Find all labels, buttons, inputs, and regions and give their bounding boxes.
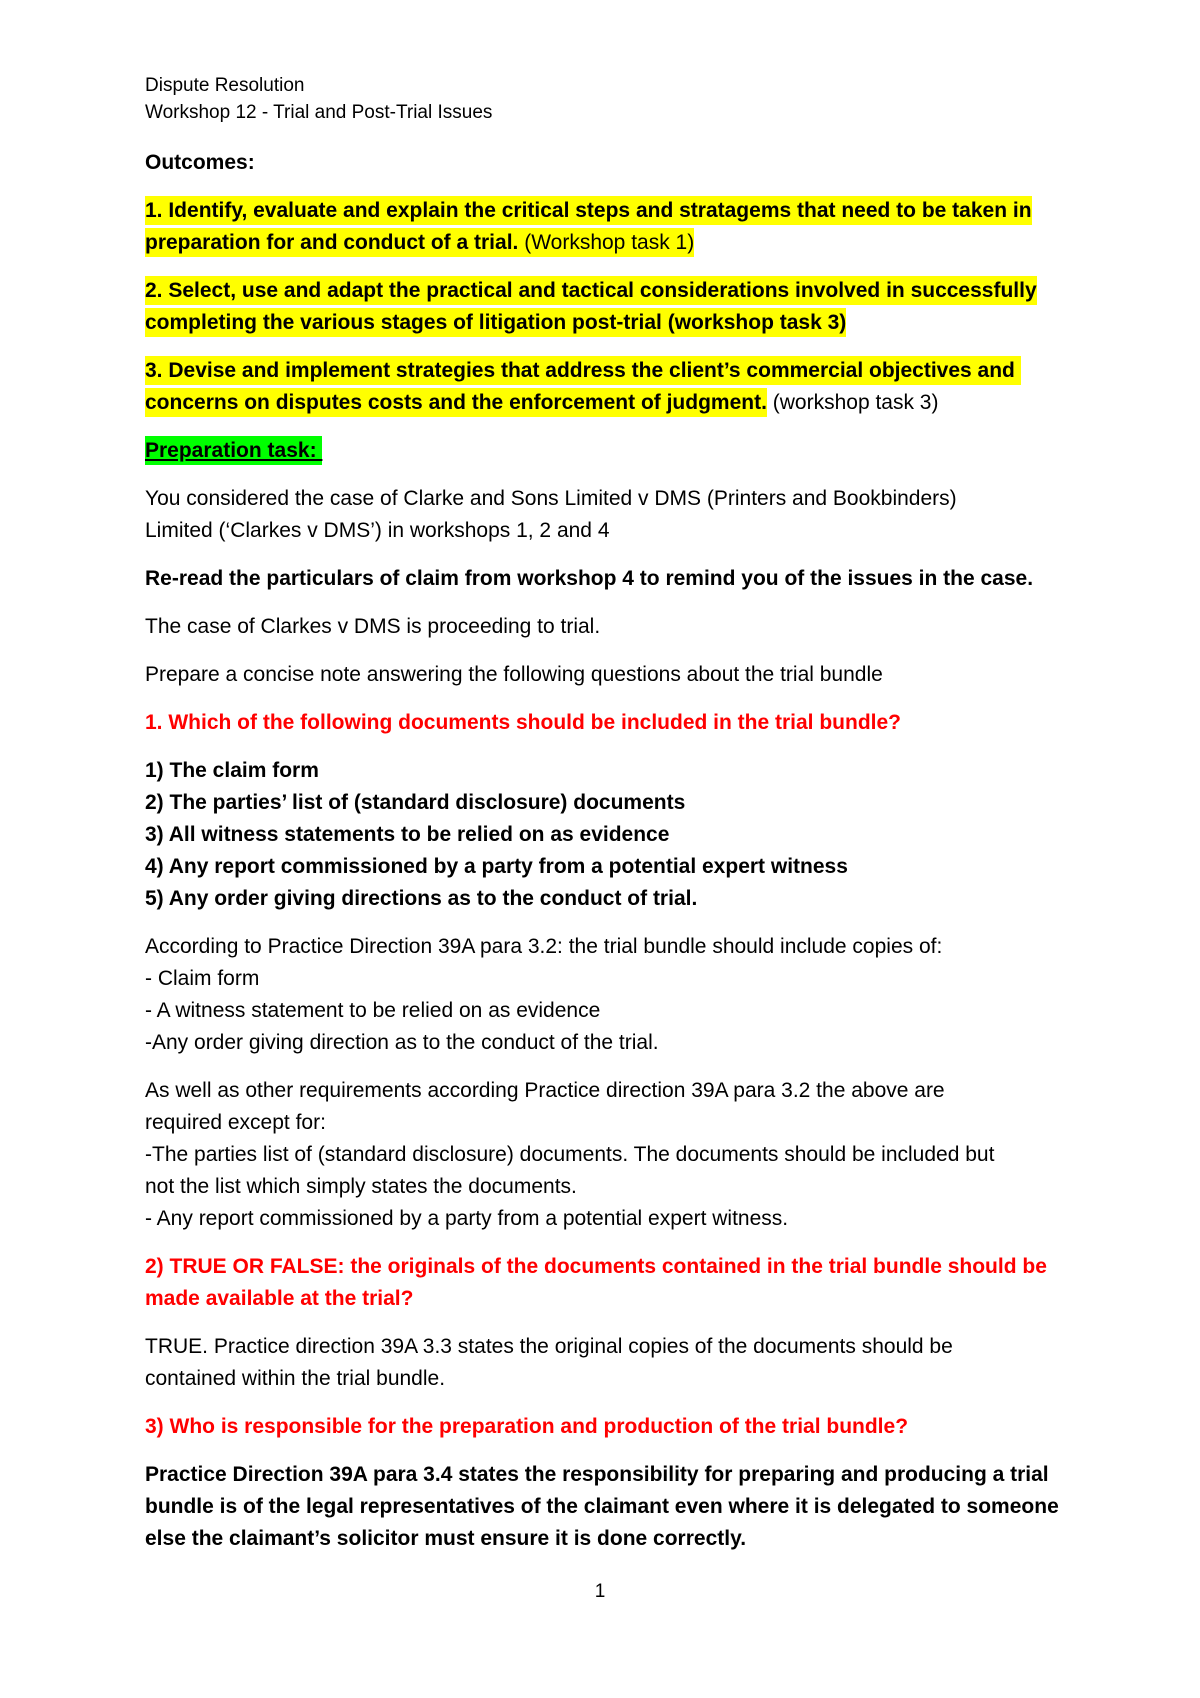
preparation-task-heading [145,435,1185,467]
question-2-answer: TRUE. Practice direction 39A 3.3 states the original copies of the documents should be contained within the trial bundle. [145,1335,953,1390]
outcomes-heading: Outcomes: [145,151,255,174]
outcome-1 [145,195,1185,259]
task-instruction: Prepare a concise note answering the following questions about the trial bundle [145,663,883,686]
outcome-2 [145,275,1185,339]
question-3-answer: Practice Direction 39A para 3.4 states the responsibility for preparing and producing a trial bundle is of the legal representatives of the claimant even where it is delegated to someone else the claimant’s solicitor must ensure it is done correctly. [145,1463,1059,1550]
course-title: Dispute Resolution [145,75,305,96]
question-2: 2) TRUE OR FALSE: the originals of the documents contained in the trial bundle should be made available at the trial? [145,1255,1047,1310]
option-1: 1) The claim form [145,759,319,782]
page-header [145,72,492,126]
outcome-3-text: 3. Devise and implement strategies that address the client’s commercial objectives and concerns on disputes costs and the enforcement of judgment. [145,356,1021,417]
preparation-task-label: Preparation task: [145,436,322,465]
option-4: 4) Any report commissioned by a party from a potential expert witness [145,855,848,878]
option-5: 5) Any order giving directions as to the conduct of trial. [145,887,698,910]
question-1-options [145,755,1185,915]
workshop-title: Workshop 12 - Trial and Post-Trial Issues [145,102,493,123]
document-body [145,147,1185,1571]
question-1-answer-1: According to Practice Direction 39A para 3.2: the trial bundle should include copies of: - Claim form - A witness statement to be relied on as evidence -Any order giving direction as to the conduct of the trial. [145,935,943,1054]
question-1: 1. Which of the following documents should be included in the trial bundle? [145,711,901,734]
question-3: 3) Who is responsible for the preparation and production of the trial bundle? [145,1415,909,1438]
question-1-answer-2: As well as other requirements according Practice direction 39A para 3.2 the above are required except for: -The parties list of (standard disclosure) documents. The documents should be included but not the list which simply states the documents. - Any report commissioned by a party from a potential expert witness. [145,1079,995,1230]
outcome-1-task: (Workshop task 1) [518,228,694,257]
outcome-3-task: (workshop task 3) [766,391,939,414]
option-3: 3) All witness statements to be relied on as evidence [145,823,670,846]
reread-instruction: Re-read the particulars of claim from workshop 4 to remind you of the issues in the case. [145,567,1034,590]
case-intro: You considered the case of Clarke and Sons Limited v DMS (Printers and Bookbinders) Limited (‘Clarkes v DMS’) in workshops 1, 2 and 4 [145,487,957,542]
option-2: 2) The parties’ list of (standard disclosure) documents [145,791,686,814]
outcome-1-text: 1. Identify, evaluate and explain the critical steps and stratagems that need to be taken in preparation for and conduct of a trial. [145,196,1032,257]
outcome-3 [145,355,1185,419]
outcome-2-text: 2. Select, use and adapt the practical and tactical considerations involved in successfully completing the various stages of litigation post-trial (workshop task 3) [145,276,1037,337]
case-status: The case of Clarkes v DMS is proceeding to trial. [145,615,601,638]
page-number: 1 [594,1581,606,1602]
